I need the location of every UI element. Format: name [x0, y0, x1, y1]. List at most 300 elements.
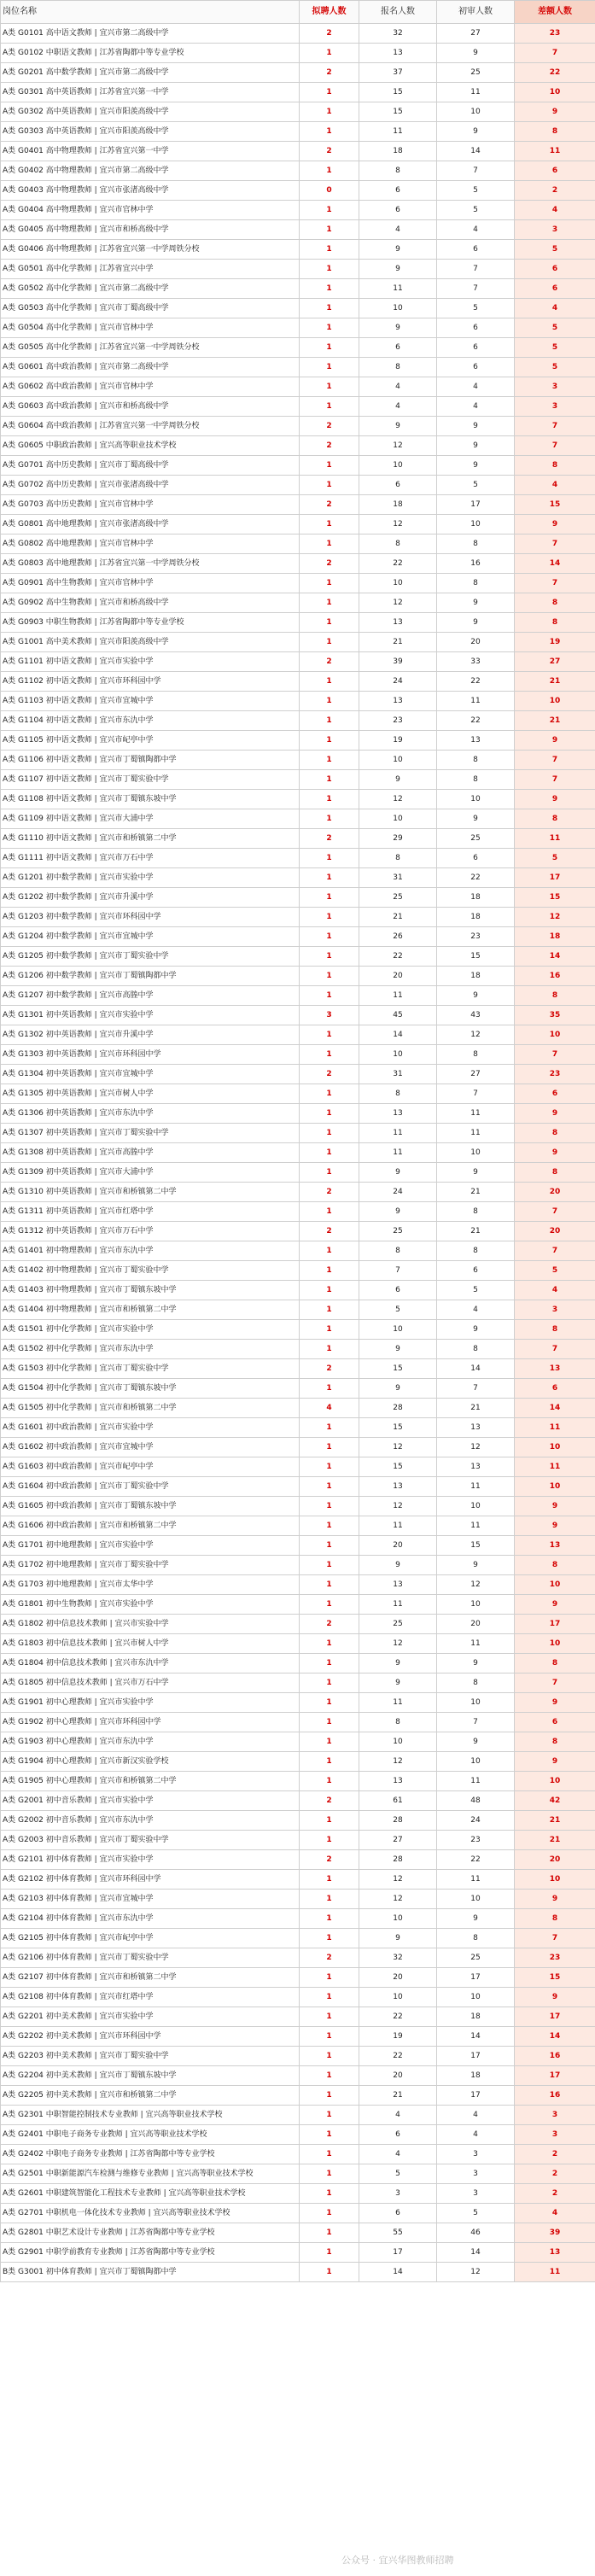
table-row — [1, 1536, 595, 1556]
hire-count-cell: 2 — [300, 1222, 359, 1241]
position-name-cell: A类 G1305 初中英语教师 | 宜兴市树人中学 — [1, 1084, 300, 1104]
difference-count-cell: 7 — [515, 1045, 595, 1065]
table-row — [1, 1988, 595, 2007]
registered-count-cell: 32 — [359, 1948, 437, 1968]
registered-count-cell: 10 — [359, 751, 437, 770]
difference-count-cell: 11 — [515, 2263, 595, 2282]
hire-count-cell: 2 — [300, 1359, 359, 1379]
passed-count-cell: 12 — [437, 1438, 515, 1457]
table-row — [1, 1065, 595, 1084]
position-name-cell: A类 G0201 高中数学教师 | 宜兴市第二高级中学 — [1, 63, 300, 83]
table-row — [1, 1025, 595, 1045]
difference-count-cell: 6 — [515, 1084, 595, 1104]
position-name-cell: A类 G1803 初中信息技术教师 | 宜兴市树人中学 — [1, 1634, 300, 1654]
difference-count-cell: 14 — [515, 554, 595, 574]
passed-count-cell: 9 — [437, 593, 515, 613]
passed-count-cell: 6 — [437, 338, 515, 358]
table-row — [1, 1006, 595, 1025]
passed-count-cell: 20 — [437, 1615, 515, 1634]
hire-count-cell: 1 — [300, 1261, 359, 1281]
difference-count-cell: 7 — [515, 1241, 595, 1261]
table-row — [1, 1359, 595, 1379]
position-name-cell: A类 G1605 初中政治教师 | 宜兴市丁蜀镇东坡中学 — [1, 1497, 300, 1516]
hire-count-cell: 2 — [300, 1065, 359, 1084]
position-name-cell: A类 G1105 初中语文教师 | 宜兴市屺亭中学 — [1, 731, 300, 751]
table-row — [1, 692, 595, 711]
table-row — [1, 2086, 595, 2106]
table-row — [1, 809, 595, 829]
difference-count-cell: 8 — [515, 1556, 595, 1575]
difference-count-cell: 7 — [515, 574, 595, 593]
position-name-cell: A类 G1103 初中语文教师 | 宜兴市宜城中学 — [1, 692, 300, 711]
registered-count-cell: 9 — [359, 770, 437, 790]
hire-count-cell: 1 — [300, 534, 359, 554]
registered-count-cell: 12 — [359, 1634, 437, 1654]
table-row — [1, 1968, 595, 1988]
hire-count-cell: 1 — [300, 1772, 359, 1791]
hire-count-cell: 1 — [300, 318, 359, 338]
table-row — [1, 829, 595, 849]
registered-count-cell: 10 — [359, 1732, 437, 1752]
table-row — [1, 790, 595, 809]
table-row — [1, 1674, 595, 1693]
registered-count-cell: 6 — [359, 476, 437, 495]
difference-count-cell: 16 — [515, 2047, 595, 2066]
table-row — [1, 574, 595, 593]
registered-count-cell: 11 — [359, 986, 437, 1006]
hire-count-cell: 1 — [300, 1497, 359, 1516]
table-row — [1, 2184, 595, 2204]
passed-count-cell: 16 — [437, 554, 515, 574]
table-row — [1, 2047, 595, 2066]
registered-count-cell: 21 — [359, 2086, 437, 2106]
hire-count-cell: 1 — [300, 1281, 359, 1300]
registered-count-cell: 15 — [359, 1457, 437, 1477]
position-name-cell: A类 G1703 初中地理教师 | 宜兴市太华中学 — [1, 1575, 300, 1595]
hire-count-cell: 1 — [300, 1968, 359, 1988]
difference-count-cell: 5 — [515, 318, 595, 338]
hire-count-cell: 2 — [300, 436, 359, 456]
position-name-cell: A类 G1203 初中数学教师 | 宜兴市环科园中学 — [1, 908, 300, 927]
registered-count-cell: 10 — [359, 1045, 437, 1065]
position-name-cell: A类 G2107 初中体育教师 | 宜兴市和桥镇第二中学 — [1, 1968, 300, 1988]
difference-count-cell: 9 — [515, 1988, 595, 2007]
difference-count-cell: 3 — [515, 2106, 595, 2125]
hire-count-cell: 1 — [300, 1418, 359, 1438]
position-name-cell: A类 G0505 高中化学教师 | 江苏省宜兴第一中学周铁分校 — [1, 338, 300, 358]
registered-count-cell: 25 — [359, 888, 437, 908]
table-row — [1, 279, 595, 299]
passed-count-cell: 9 — [437, 1320, 515, 1340]
difference-count-cell: 3 — [515, 397, 595, 417]
table-row — [1, 1516, 595, 1536]
hire-count-cell: 1 — [300, 1732, 359, 1752]
difference-count-cell: 4 — [515, 299, 595, 318]
position-name-cell: A类 G1107 初中语文教师 | 宜兴市丁蜀实验中学 — [1, 770, 300, 790]
watermark: 公众号 · 宜兴华图教师招聘 — [341, 2555, 454, 2566]
passed-count-cell: 3 — [437, 2145, 515, 2164]
position-name-cell: A类 G1902 初中心理教师 | 宜兴市环科园中学 — [1, 1713, 300, 1732]
difference-count-cell: 13 — [515, 1359, 595, 1379]
position-name-cell: A类 G1310 初中英语教师 | 宜兴市和桥镇第二中学 — [1, 1183, 300, 1202]
position-name-cell: A类 G1402 初中物理教师 | 宜兴市丁蜀实验中学 — [1, 1261, 300, 1281]
difference-count-cell: 23 — [515, 1948, 595, 1968]
position-name-cell: A类 G2003 初中音乐教师 | 宜兴市丁蜀实验中学 — [1, 1831, 300, 1850]
table-row — [1, 1340, 595, 1359]
table-row — [1, 731, 595, 751]
difference-count-cell: 8 — [515, 456, 595, 476]
table-body — [1, 24, 595, 2282]
position-name-cell: A类 G2002 初中音乐教师 | 宜兴市东氿中学 — [1, 1811, 300, 1831]
difference-count-cell: 5 — [515, 849, 595, 868]
passed-count-cell: 7 — [437, 260, 515, 279]
registered-count-cell: 12 — [359, 436, 437, 456]
difference-count-cell: 8 — [515, 1654, 595, 1674]
difference-count-cell: 10 — [515, 1477, 595, 1497]
hire-count-cell: 1 — [300, 751, 359, 770]
passed-count-cell: 10 — [437, 515, 515, 534]
passed-count-cell: 3 — [437, 2184, 515, 2204]
passed-count-cell: 9 — [437, 1909, 515, 1929]
registered-count-cell: 9 — [359, 1340, 437, 1359]
hire-count-cell: 1 — [300, 201, 359, 220]
passed-count-cell: 13 — [437, 731, 515, 751]
hire-count-cell: 1 — [300, 1595, 359, 1615]
table-row — [1, 1693, 595, 1713]
difference-count-cell: 21 — [515, 1831, 595, 1850]
position-name-cell: A类 G1603 初中政治教师 | 宜兴市屺亭中学 — [1, 1457, 300, 1477]
difference-count-cell: 9 — [515, 731, 595, 751]
table-row — [1, 1104, 595, 1124]
table-row — [1, 181, 595, 201]
hire-count-cell: 1 — [300, 1379, 359, 1399]
difference-count-cell: 9 — [515, 1104, 595, 1124]
hire-count-cell: 1 — [300, 672, 359, 692]
position-name-cell: A类 G2001 初中音乐教师 | 宜兴市实验中学 — [1, 1791, 300, 1811]
position-name-cell: A类 G1503 初中化学教师 | 宜兴市丁蜀实验中学 — [1, 1359, 300, 1379]
position-name-cell: A类 G1401 初中物理教师 | 宜兴市东氿中学 — [1, 1241, 300, 1261]
registered-count-cell: 12 — [359, 1870, 437, 1890]
table-row — [1, 220, 595, 240]
registered-count-cell: 11 — [359, 1693, 437, 1713]
registered-count-cell: 12 — [359, 1438, 437, 1457]
registered-count-cell: 10 — [359, 1909, 437, 1929]
registered-count-cell: 11 — [359, 279, 437, 299]
hire-count-cell: 2 — [300, 63, 359, 83]
difference-count-cell: 16 — [515, 2086, 595, 2106]
hire-count-cell: 1 — [300, 2263, 359, 2282]
table-row — [1, 515, 595, 534]
passed-count-cell: 11 — [437, 1516, 515, 1536]
position-name-cell: A类 G0902 高中生物教师 | 宜兴市和桥高级中学 — [1, 593, 300, 613]
passed-count-cell: 11 — [437, 1104, 515, 1124]
table-row — [1, 2145, 595, 2164]
registered-count-cell: 20 — [359, 1968, 437, 1988]
difference-count-cell: 7 — [515, 534, 595, 554]
position-name-cell: A类 G2101 初中体育教师 | 宜兴市实验中学 — [1, 1850, 300, 1870]
passed-count-cell: 27 — [437, 1065, 515, 1084]
hire-count-cell: 2 — [300, 495, 359, 515]
position-name-cell: A类 G1312 初中英语教师 | 宜兴市万石中学 — [1, 1222, 300, 1241]
table-row — [1, 1418, 595, 1438]
difference-count-cell: 17 — [515, 868, 595, 888]
difference-count-cell: 5 — [515, 338, 595, 358]
passed-count-cell: 9 — [437, 436, 515, 456]
table-row — [1, 672, 595, 692]
position-name-cell: A类 G2201 初中美术教师 | 宜兴市实验中学 — [1, 2007, 300, 2027]
registered-count-cell: 13 — [359, 1477, 437, 1497]
difference-count-cell: 23 — [515, 1065, 595, 1084]
hire-count-cell: 1 — [300, 1752, 359, 1772]
passed-count-cell: 7 — [437, 1713, 515, 1732]
passed-count-cell: 23 — [437, 927, 515, 947]
hire-count-cell: 1 — [300, 240, 359, 260]
passed-count-cell: 6 — [437, 849, 515, 868]
table-row — [1, 1595, 595, 1615]
hire-count-cell: 1 — [300, 692, 359, 711]
registered-count-cell: 6 — [359, 2204, 437, 2223]
registered-count-cell: 8 — [359, 534, 437, 554]
difference-count-cell: 9 — [515, 515, 595, 534]
table-row — [1, 1045, 595, 1065]
position-name-cell: A类 G2103 初中体育教师 | 宜兴市宜城中学 — [1, 1890, 300, 1909]
passed-count-cell: 6 — [437, 240, 515, 260]
registered-count-cell: 45 — [359, 1006, 437, 1025]
position-name-cell: A类 G1905 初中心理教师 | 宜兴市和桥镇第二中学 — [1, 1772, 300, 1791]
passed-count-cell: 27 — [437, 24, 515, 44]
position-name-cell: A类 G2102 初中体育教师 | 宜兴市环科园中学 — [1, 1870, 300, 1890]
position-name-cell: A类 G1206 初中数学教师 | 宜兴市丁蜀镇陶都中学 — [1, 967, 300, 986]
hire-count-cell: 1 — [300, 770, 359, 790]
registered-count-cell: 23 — [359, 711, 437, 731]
difference-count-cell: 21 — [515, 711, 595, 731]
difference-count-cell: 9 — [515, 1516, 595, 1536]
difference-count-cell: 4 — [515, 201, 595, 220]
difference-count-cell: 5 — [515, 358, 595, 377]
table-row — [1, 2204, 595, 2223]
registered-count-cell: 11 — [359, 1595, 437, 1615]
table-row — [1, 2106, 595, 2125]
registered-count-cell: 25 — [359, 1615, 437, 1634]
registered-count-cell: 20 — [359, 2066, 437, 2086]
registered-count-cell: 19 — [359, 731, 437, 751]
registered-count-cell: 14 — [359, 2263, 437, 2282]
registered-count-cell: 8 — [359, 1084, 437, 1104]
passed-count-cell: 9 — [437, 1732, 515, 1752]
registered-count-cell: 9 — [359, 260, 437, 279]
difference-count-cell: 3 — [515, 220, 595, 240]
difference-count-cell: 2 — [515, 2164, 595, 2184]
difference-count-cell: 7 — [515, 44, 595, 63]
position-name-cell: A类 G1101 初中语文教师 | 宜兴市实验中学 — [1, 652, 300, 672]
hire-count-cell: 1 — [300, 1909, 359, 1929]
table-row — [1, 456, 595, 476]
hire-count-cell: 1 — [300, 711, 359, 731]
passed-count-cell: 24 — [437, 1811, 515, 1831]
passed-count-cell: 7 — [437, 279, 515, 299]
passed-count-cell: 9 — [437, 44, 515, 63]
passed-count-cell: 11 — [437, 1870, 515, 1890]
table-row — [1, 417, 595, 436]
hire-count-cell: 1 — [300, 633, 359, 652]
registered-count-cell: 12 — [359, 593, 437, 613]
table-row — [1, 83, 595, 102]
position-name-cell: A类 G0101 高中语文教师 | 宜兴市第二高级中学 — [1, 24, 300, 44]
position-name-cell: A类 G2401 中职电子商务专业教师 | 宜兴高等职业技术学校 — [1, 2125, 300, 2145]
difference-count-cell: 15 — [515, 1968, 595, 1988]
table-row — [1, 711, 595, 731]
passed-count-cell: 11 — [437, 1634, 515, 1654]
registered-count-cell: 4 — [359, 220, 437, 240]
passed-count-cell: 7 — [437, 161, 515, 181]
position-name-cell: A类 G2501 中职新能源汽车检测与维修专业教师 | 宜兴高等职业技术学校 — [1, 2164, 300, 2184]
difference-count-cell: 14 — [515, 947, 595, 967]
difference-count-cell: 8 — [515, 613, 595, 633]
table-row — [1, 927, 595, 947]
hire-count-cell: 1 — [300, 613, 359, 633]
registered-count-cell: 31 — [359, 1065, 437, 1084]
difference-count-cell: 10 — [515, 1870, 595, 1890]
difference-count-cell: 10 — [515, 1772, 595, 1791]
passed-count-cell: 9 — [437, 1556, 515, 1575]
hire-count-cell: 1 — [300, 1340, 359, 1359]
passed-count-cell: 4 — [437, 377, 515, 397]
table-row — [1, 1634, 595, 1654]
position-name-cell: A类 G0604 高中政治教师 | 江苏省宜兴第一中学周铁分校 — [1, 417, 300, 436]
passed-count-cell: 8 — [437, 534, 515, 554]
hire-count-cell: 1 — [300, 2066, 359, 2086]
passed-count-cell: 10 — [437, 1890, 515, 1909]
registered-count-cell: 13 — [359, 613, 437, 633]
passed-count-cell: 11 — [437, 1124, 515, 1143]
passed-count-cell: 9 — [437, 417, 515, 436]
table-row — [1, 1929, 595, 1948]
difference-count-cell: 16 — [515, 967, 595, 986]
table-row — [1, 142, 595, 161]
header-difference-count: 差额人数 — [515, 1, 595, 24]
difference-count-cell: 10 — [515, 83, 595, 102]
difference-count-cell: 10 — [515, 1025, 595, 1045]
table-row — [1, 1831, 595, 1850]
registered-count-cell: 12 — [359, 790, 437, 809]
passed-count-cell: 17 — [437, 495, 515, 515]
registered-count-cell: 4 — [359, 377, 437, 397]
difference-count-cell: 8 — [515, 593, 595, 613]
position-name-cell: A类 G1301 初中英语教师 | 宜兴市实验中学 — [1, 1006, 300, 1025]
table-row — [1, 947, 595, 967]
difference-count-cell: 15 — [515, 495, 595, 515]
registered-count-cell: 24 — [359, 1183, 437, 1202]
passed-count-cell: 25 — [437, 829, 515, 849]
table-row — [1, 1615, 595, 1634]
hire-count-cell: 1 — [300, 1320, 359, 1340]
position-name-cell: A类 G1901 初中心理教师 | 宜兴市实验中学 — [1, 1693, 300, 1713]
difference-count-cell: 10 — [515, 692, 595, 711]
passed-count-cell: 4 — [437, 2125, 515, 2145]
passed-count-cell: 8 — [437, 1340, 515, 1359]
registered-count-cell: 17 — [359, 2243, 437, 2263]
table-row — [1, 1320, 595, 1340]
table-row — [1, 2007, 595, 2027]
position-name-cell: A类 G0405 高中物理教师 | 宜兴市和桥高级中学 — [1, 220, 300, 240]
table-row — [1, 1732, 595, 1752]
position-name-cell: A类 G1505 初中化学教师 | 宜兴市和桥镇第二中学 — [1, 1399, 300, 1418]
passed-count-cell: 9 — [437, 122, 515, 142]
registered-count-cell: 10 — [359, 299, 437, 318]
hire-count-cell: 1 — [300, 2164, 359, 2184]
passed-count-cell: 14 — [437, 2243, 515, 2263]
passed-count-cell: 21 — [437, 1399, 515, 1418]
hire-count-cell: 1 — [300, 1870, 359, 1890]
registered-count-cell: 9 — [359, 417, 437, 436]
difference-count-cell: 9 — [515, 1752, 595, 1772]
position-name-cell: A类 G0402 高中物理教师 | 宜兴市第二高级中学 — [1, 161, 300, 181]
registered-count-cell: 15 — [359, 102, 437, 122]
passed-count-cell: 5 — [437, 201, 515, 220]
table-row — [1, 240, 595, 260]
passed-count-cell: 13 — [437, 1418, 515, 1438]
passed-count-cell: 7 — [437, 1379, 515, 1399]
hire-count-cell: 1 — [300, 1536, 359, 1556]
passed-count-cell: 4 — [437, 397, 515, 417]
table-row — [1, 201, 595, 220]
position-name-cell: A类 G0406 高中物理教师 | 江苏省宜兴第一中学周铁分校 — [1, 240, 300, 260]
passed-count-cell: 5 — [437, 2204, 515, 2223]
position-name-cell: A类 G2701 中职机电一体化技术专业教师 | 宜兴高等职业技术学校 — [1, 2204, 300, 2223]
registered-count-cell: 10 — [359, 1988, 437, 2007]
position-name-cell: A类 G0802 高中地理教师 | 宜兴市官林中学 — [1, 534, 300, 554]
passed-count-cell: 22 — [437, 868, 515, 888]
difference-count-cell: 4 — [515, 1281, 595, 1300]
position-name-cell: A类 G2205 初中美术教师 | 宜兴市和桥镇第二中学 — [1, 2086, 300, 2106]
position-name-cell: A类 G0404 高中物理教师 | 宜兴市官林中学 — [1, 201, 300, 220]
registered-count-cell: 28 — [359, 1811, 437, 1831]
position-name-cell: A类 G1309 初中英语教师 | 宜兴市大浦中学 — [1, 1163, 300, 1183]
table-row — [1, 770, 595, 790]
passed-count-cell: 5 — [437, 1281, 515, 1300]
passed-count-cell: 12 — [437, 1575, 515, 1595]
position-name-cell: A类 G0803 高中地理教师 | 江苏省宜兴第一中学周铁分校 — [1, 554, 300, 574]
position-name-cell: A类 G2801 中职艺术设计专业教师 | 江苏省陶都中等专业学校 — [1, 2223, 300, 2243]
passed-count-cell: 11 — [437, 692, 515, 711]
position-name-cell: A类 G2402 中职电子商务专业教师 | 江苏省陶都中等专业学校 — [1, 2145, 300, 2164]
difference-count-cell: 7 — [515, 1674, 595, 1693]
position-name-cell: A类 G2106 初中体育教师 | 宜兴市丁蜀实验中学 — [1, 1948, 300, 1968]
table-row — [1, 652, 595, 672]
registered-count-cell: 37 — [359, 63, 437, 83]
hire-count-cell: 1 — [300, 2106, 359, 2125]
registered-count-cell: 8 — [359, 849, 437, 868]
difference-count-cell: 2 — [515, 181, 595, 201]
difference-count-cell: 14 — [515, 2027, 595, 2047]
hire-count-cell: 1 — [300, 868, 359, 888]
hire-count-cell: 1 — [300, 476, 359, 495]
position-name-cell: A类 G0303 高中英语教师 | 宜兴市阳羡高级中学 — [1, 122, 300, 142]
hire-count-cell: 1 — [300, 1516, 359, 1536]
table-row — [1, 161, 595, 181]
position-name-cell: A类 G2301 中职智能控制技术专业教师 | 宜兴高等职业技术学校 — [1, 2106, 300, 2125]
registered-count-cell: 15 — [359, 83, 437, 102]
table-row — [1, 1791, 595, 1811]
registered-count-cell: 9 — [359, 1163, 437, 1183]
table-row — [1, 2223, 595, 2243]
difference-count-cell: 9 — [515, 102, 595, 122]
table-row — [1, 1457, 595, 1477]
position-name-cell: A类 G1207 初中数学教师 | 宜兴市高塍中学 — [1, 986, 300, 1006]
position-name-cell: A类 G1110 初中语文教师 | 宜兴市和桥镇第二中学 — [1, 829, 300, 849]
hire-count-cell: 1 — [300, 2007, 359, 2027]
position-name-cell: A类 G0703 高中历史教师 | 宜兴市官林中学 — [1, 495, 300, 515]
